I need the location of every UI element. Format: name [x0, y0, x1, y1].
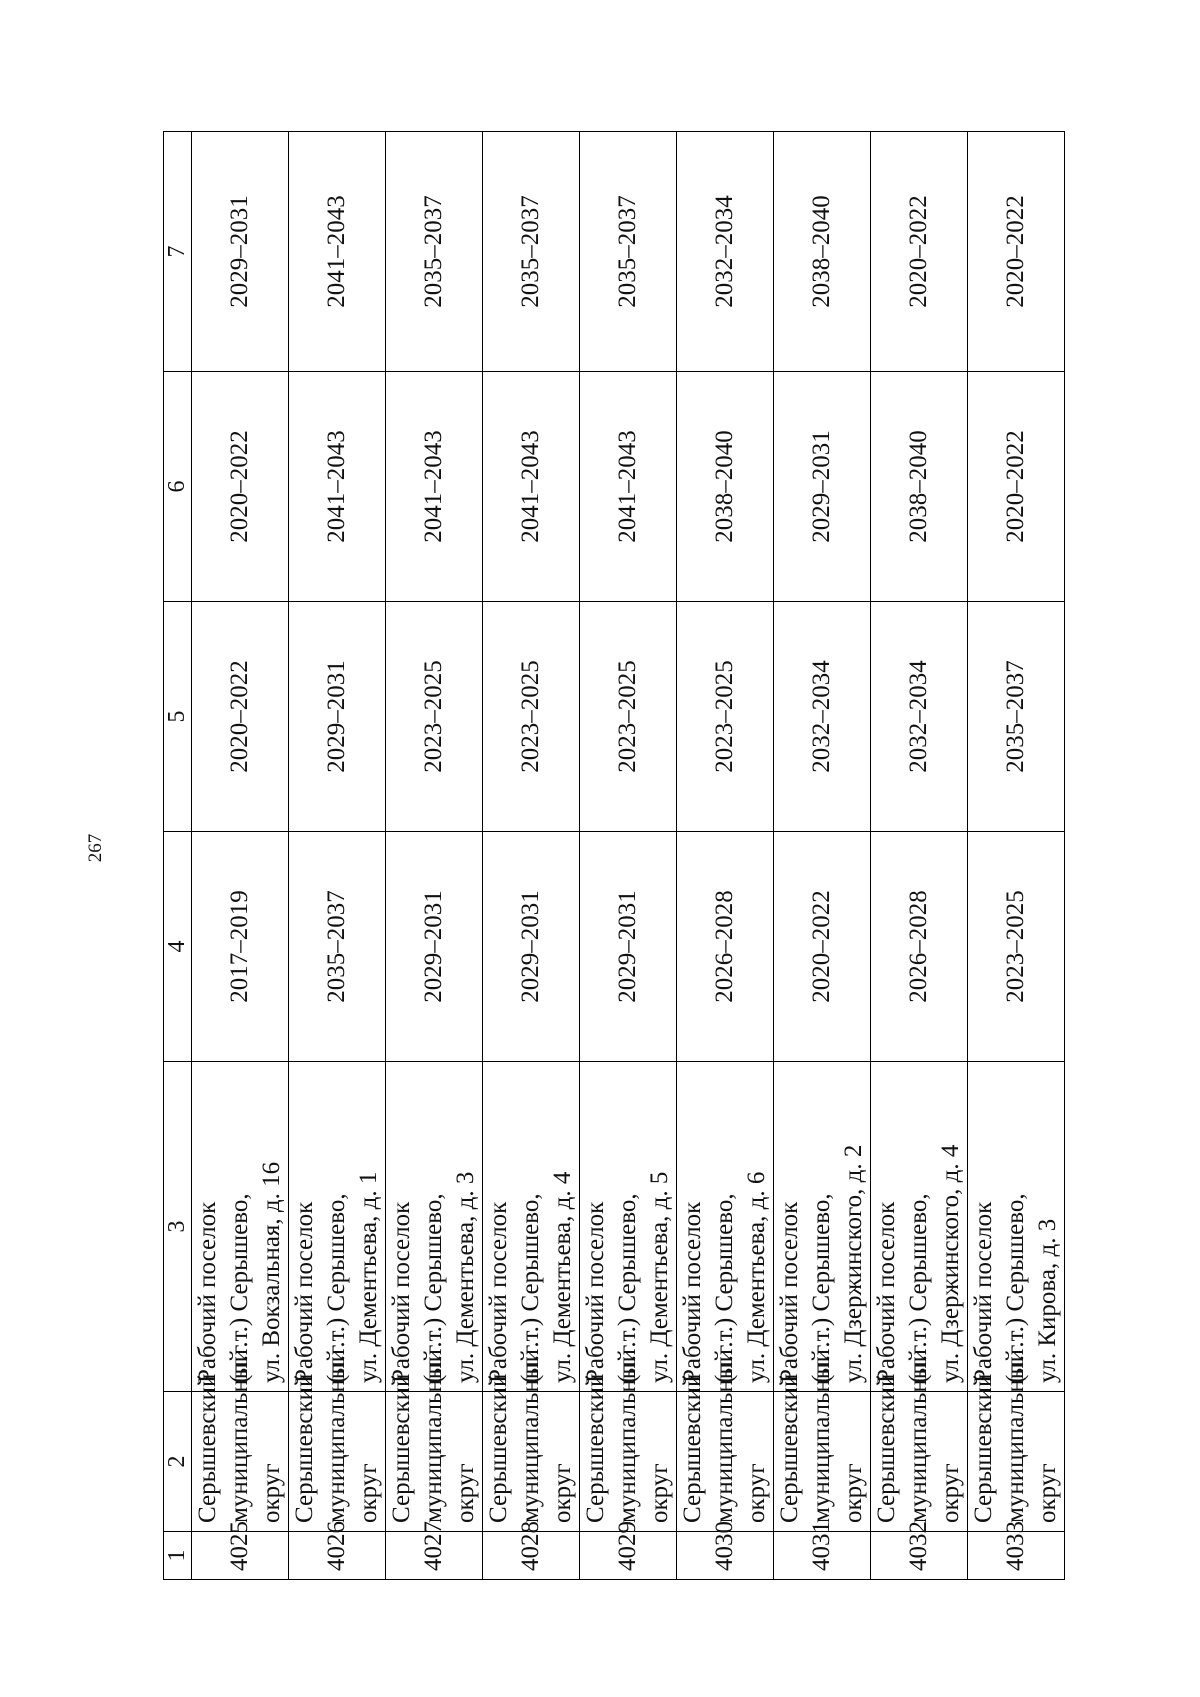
address-line: (п.г.т.) Серышево, — [226, 1193, 253, 1383]
period-cell-col4: 2017–2019 — [192, 832, 289, 1062]
row-number-cell: 4033 — [968, 1532, 1065, 1580]
address-line: ул. Дзержинского, д. 4 — [937, 1144, 964, 1383]
address-cell — [192, 1062, 289, 1392]
district-line: округ — [646, 1463, 673, 1523]
district-line: округ — [840, 1463, 867, 1523]
address-cell — [968, 1062, 1065, 1392]
period-cell-col7: 2035–2037 — [580, 132, 677, 372]
period-cell-col5: 2023–2025 — [677, 602, 774, 832]
period-cell-col5: 2020–2022 — [192, 602, 289, 832]
district-line: округ — [355, 1463, 382, 1523]
district-cell — [774, 1349, 871, 1532]
period-cell-col6: 2029–2031 — [774, 372, 871, 602]
address-line: (п.г.т.) Серышево, — [614, 1193, 641, 1383]
period-cell-col4: 2026–2028 — [871, 832, 968, 1062]
district-line: округ — [743, 1463, 770, 1523]
district-line: округ — [452, 1463, 479, 1523]
period-cell-col6: 2041–2043 — [580, 372, 677, 602]
address-cell — [774, 1062, 871, 1392]
row-number-cell: 4025 — [192, 1532, 289, 1580]
district-line: муниципальный — [517, 1349, 544, 1523]
district-cell — [192, 1349, 289, 1532]
address-cell — [871, 1062, 968, 1392]
period-cell-col4: 2020–2022 — [774, 832, 871, 1062]
district-line: округ — [258, 1463, 285, 1523]
period-cell-col7: 2038–2040 — [774, 132, 871, 372]
district-line: муниципальный — [614, 1349, 641, 1523]
period-cell-col6: 2038–2040 — [871, 372, 968, 602]
address-line: Рабочий поселок — [970, 1201, 997, 1383]
address-cell — [483, 1062, 580, 1392]
header-cell: 2 — [164, 1392, 192, 1532]
address-line: ул. Кирова, д. 3 — [1034, 1218, 1061, 1383]
period-cell-col6: 2041–2043 — [289, 372, 386, 602]
table-row — [386, 132, 483, 1580]
period-cell-col7: 2041–2043 — [289, 132, 386, 372]
address-line: ул. Вокзальная, д. 16 — [258, 1161, 285, 1383]
address-cell — [386, 1062, 483, 1392]
row-number-cell: 4032 — [871, 1532, 968, 1580]
district-cell — [483, 1349, 580, 1532]
address-line: ул. Дементьева, д. 3 — [452, 1171, 479, 1383]
district-line: Серышевский — [485, 1373, 512, 1523]
district-line: округ — [937, 1463, 964, 1523]
address-line: Рабочий поселок — [776, 1201, 803, 1383]
district-line: Серышевский — [873, 1373, 900, 1523]
district-line: Серышевский — [970, 1373, 997, 1523]
address-line: (п.г.т.) Серышево, — [420, 1193, 447, 1383]
address-cell — [289, 1062, 386, 1392]
address-line: Рабочий поселок — [194, 1201, 221, 1383]
period-cell-col7: 2035–2037 — [386, 132, 483, 372]
header-cell: 5 — [164, 602, 192, 832]
header-row — [164, 132, 192, 1580]
district-line: муниципальный — [1002, 1349, 1029, 1523]
address-line: (п.г.т.) Серышево, — [905, 1193, 932, 1383]
period-cell-col6: 2041–2043 — [386, 372, 483, 602]
district-cell — [677, 1349, 774, 1532]
period-cell-col7: 2029–2031 — [192, 132, 289, 372]
address-line: ул. Дементьева, д. 5 — [646, 1171, 673, 1383]
period-cell-col7: 2020–2022 — [968, 132, 1065, 372]
district-line: Серышевский — [291, 1373, 318, 1523]
table-row — [289, 132, 386, 1580]
district-line: округ — [1034, 1463, 1061, 1523]
period-cell-col6: 2038–2040 — [677, 372, 774, 602]
district-cell — [289, 1349, 386, 1532]
period-cell-col5: 2032–2034 — [774, 602, 871, 832]
district-line: муниципальный — [711, 1349, 738, 1523]
address-line: ул. Дементьева, д. 1 — [355, 1171, 382, 1383]
address-line: ул. Дзержинского, д. 2 — [840, 1144, 867, 1383]
district-line: Серышевский — [679, 1373, 706, 1523]
district-cell — [580, 1349, 677, 1532]
period-cell-col5: 2023–2025 — [483, 602, 580, 832]
district-line: Серышевский — [388, 1373, 415, 1523]
housing-repair-schedule-table — [163, 131, 1065, 1580]
rotated-table-container — [163, 132, 1063, 1580]
district-cell — [871, 1349, 968, 1532]
address-line: Рабочий поселок — [582, 1201, 609, 1383]
period-cell-col6: 2020–2022 — [968, 372, 1065, 602]
row-number-cell: 4028 — [483, 1532, 580, 1580]
row-number-cell: 4030 — [677, 1532, 774, 1580]
page-number: 267 — [85, 833, 106, 863]
period-cell-col5: 2023–2025 — [580, 602, 677, 832]
table-row — [483, 132, 580, 1580]
address-cell — [580, 1062, 677, 1392]
period-cell-col5: 2035–2037 — [968, 602, 1065, 832]
address-cell — [677, 1062, 774, 1392]
table-row — [580, 132, 677, 1580]
address-line: Рабочий поселок — [291, 1201, 318, 1383]
table-row — [677, 132, 774, 1580]
district-cell — [386, 1349, 483, 1532]
period-cell-col5: 2032–2034 — [871, 602, 968, 832]
address-line: Рабочий поселок — [679, 1201, 706, 1383]
district-line: муниципальный — [905, 1349, 932, 1523]
period-cell-col4: 2023–2025 — [968, 832, 1065, 1062]
district-line: муниципальный — [420, 1349, 447, 1523]
table-row — [968, 132, 1065, 1580]
period-cell-col4: 2035–2037 — [289, 832, 386, 1062]
address-line: Рабочий поселок — [485, 1201, 512, 1383]
period-cell-col7: 2032–2034 — [677, 132, 774, 372]
period-cell-col6: 2020–2022 — [192, 372, 289, 602]
period-cell-col7: 2035–2037 — [483, 132, 580, 372]
period-cell-col4: 2029–2031 — [386, 832, 483, 1062]
period-cell-col5: 2029–2031 — [289, 602, 386, 832]
table-row — [774, 132, 871, 1580]
district-line: муниципальный — [323, 1349, 350, 1523]
header-cell: 4 — [164, 832, 192, 1062]
table-row — [192, 132, 289, 1580]
address-line: (п.г.т.) Серышево, — [323, 1193, 350, 1383]
row-number-cell: 4026 — [289, 1532, 386, 1580]
row-number-cell: 4027 — [386, 1532, 483, 1580]
district-line: округ — [549, 1463, 576, 1523]
row-number-cell: 4031 — [774, 1532, 871, 1580]
header-cell: 3 — [164, 1062, 192, 1392]
row-number-cell: 4029 — [580, 1532, 677, 1580]
address-line: (п.г.т.) Серышево, — [711, 1193, 738, 1383]
period-cell-col6: 2041–2043 — [483, 372, 580, 602]
address-line: Рабочий поселок — [388, 1201, 415, 1383]
header-cell: 6 — [164, 372, 192, 602]
header-cell: 1 — [164, 1532, 192, 1580]
district-line: муниципальный — [226, 1349, 253, 1523]
district-line: Серышевский — [582, 1373, 609, 1523]
address-line: ул. Дементьева, д. 6 — [743, 1171, 770, 1383]
address-line: (п.г.т.) Серышево, — [1002, 1193, 1029, 1383]
address-line: (п.г.т.) Серышево, — [517, 1193, 544, 1383]
district-cell — [968, 1349, 1065, 1532]
header-cell: 7 — [164, 132, 192, 372]
address-line: Рабочий поселок — [873, 1201, 900, 1383]
period-cell-col7: 2020–2022 — [871, 132, 968, 372]
district-line: муниципальный — [808, 1349, 835, 1523]
address-line: (п.г.т.) Серышево, — [808, 1193, 835, 1383]
period-cell-col4: 2029–2031 — [483, 832, 580, 1062]
period-cell-col4: 2029–2031 — [580, 832, 677, 1062]
district-line: Серышевский — [776, 1373, 803, 1523]
address-line: ул. Дементьева, д. 4 — [549, 1171, 576, 1383]
table-row — [871, 132, 968, 1580]
period-cell-col4: 2026–2028 — [677, 832, 774, 1062]
period-cell-col5: 2023–2025 — [386, 602, 483, 832]
district-line: Серышевский — [194, 1373, 221, 1523]
